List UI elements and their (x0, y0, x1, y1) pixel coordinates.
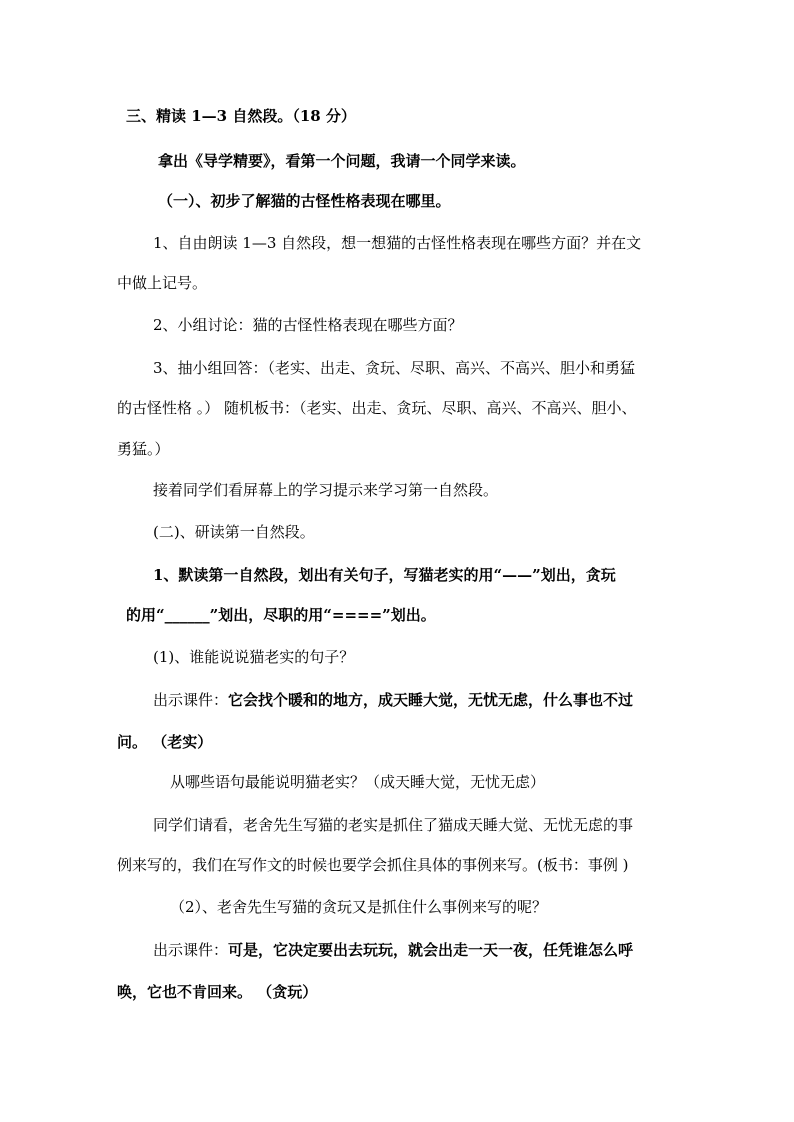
show2-line1 (153, 940, 633, 960)
task-line2: 的用“______”划出，尽职的用“====”划出。 (126, 606, 436, 624)
transition-paragraph: 接着同学们看屏幕上的学习提示来学习第一自然段。 (153, 481, 499, 499)
show1-line1 (153, 690, 633, 710)
question-2: （2）、老舍先生写猫的贪玩又是抓住什么事例来写的呢？ (170, 898, 548, 916)
show1-line2: 问。 （老实） (117, 733, 213, 751)
explain-line2: 例来写的，我们在写作文的时候也要学会抓住具体的事例来写。(板书：事例 ) (117, 856, 629, 874)
part2-heading: (二)、研读第一自然段。 (153, 523, 315, 541)
item1-line2: 中做上记号。 (117, 274, 208, 292)
show1-prefix: 出示课件： (153, 691, 229, 709)
show1-text: 它会找个暖和的地方，成天睡大觉，无忧无虑，什么事也不过 (228, 691, 634, 709)
item3-line2: 的古怪性格 。） 随机板书：（老实、出走、贪玩、尽职、高兴、不高兴、胆小、 (117, 399, 637, 417)
section-title: 三、精读 1—3 自然段。（18 分） (126, 107, 356, 125)
question-1: (1)、谁能说说猫老实的句子？ (153, 648, 355, 666)
item1-line1: 1、自由朗读 1—3 自然段，想一想猫的古怪性格表现在哪些方面？并在文 (153, 234, 642, 252)
part1-heading: （一）、初步了解猫的古怪性格表现在哪里。 (158, 192, 451, 210)
item3-line3: 勇猛。） (117, 440, 170, 458)
explain-line1: 同学们请看，老舍先生写猫的老实是抓住了猫成天睡大觉、无忧无虑的事 (153, 816, 634, 834)
show2-line2: 唤，它也不肯回来。 （贪玩） (117, 983, 318, 1001)
show2-text: 可是，它决定要出去玩玩，就会出走一天一夜，任凭谁怎么呼 (228, 941, 634, 959)
task-line1: 1、默读第一自然段，划出有关句子，写猫老实的用“——”划出，贪玩 (153, 566, 616, 584)
show2-prefix: 出示课件： (153, 941, 229, 959)
item3-line1: 3、抽小组回答：（老实、出走、贪玩、尽职、高兴、不高兴、胆小和勇猛 (153, 359, 636, 377)
question-1-follow: 从哪些语句最能说明猫老实？（成天睡大觉，无忧无虑） (170, 773, 546, 791)
intro-paragraph: 拿出《导学精要》，看第一个问题，我请一个同学来读。 (158, 152, 526, 170)
item2: 2、小组讨论：猫的古怪性格表现在哪些方面？ (153, 316, 463, 334)
